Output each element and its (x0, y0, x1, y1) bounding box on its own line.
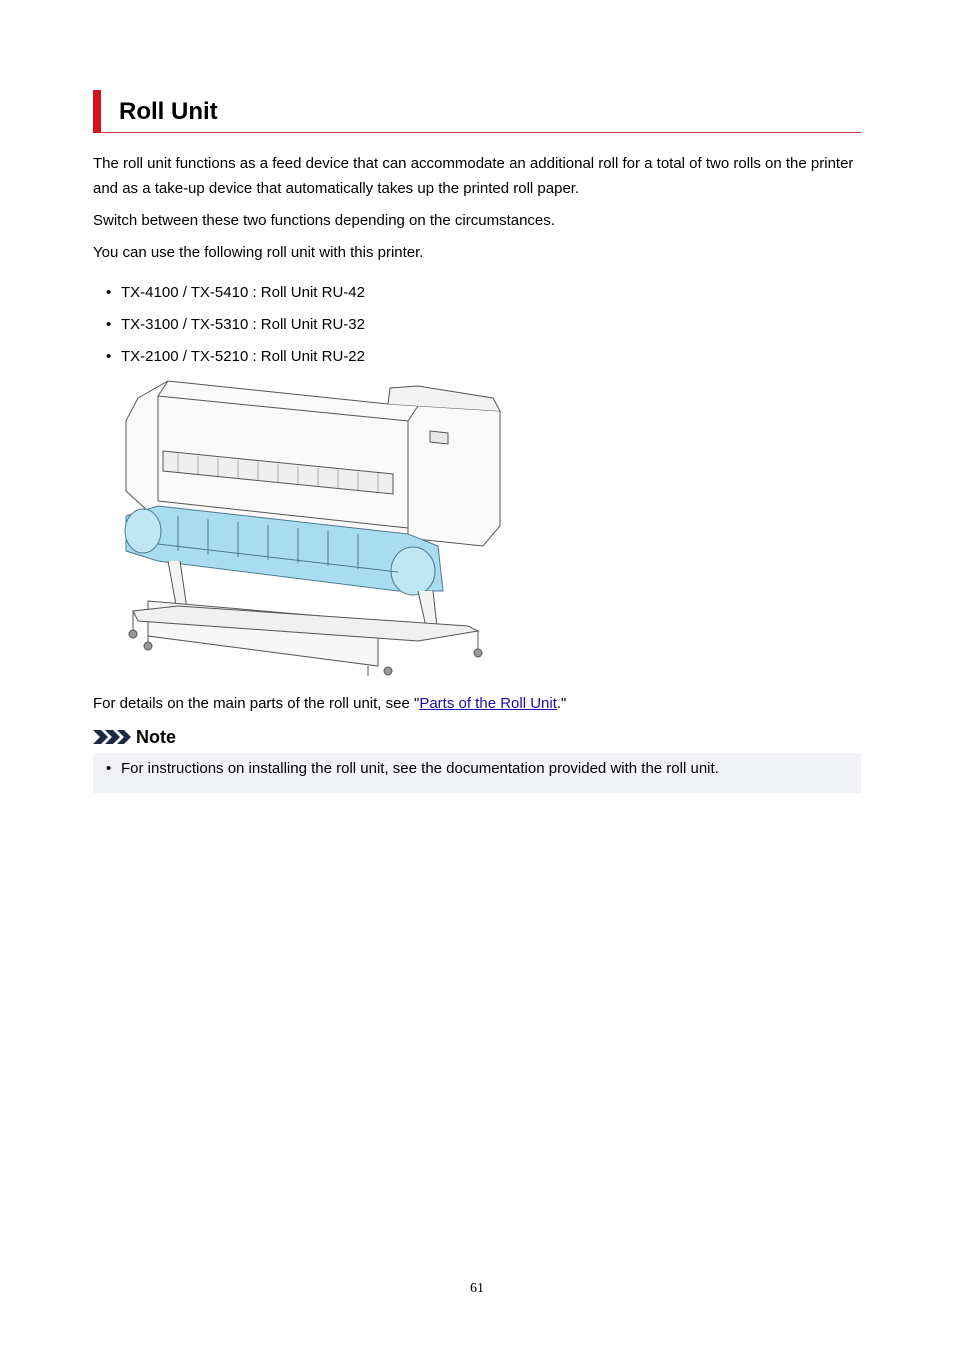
list-item (106, 280, 365, 312)
bullet-icon: • (106, 284, 112, 301)
note-box (93, 753, 861, 793)
note-chevrons-icon (93, 725, 131, 749)
list-item-text: TX-3100 / TX-5310 : Roll Unit RU-32 (121, 316, 365, 333)
intro-paragraph: The roll unit functions as a feed device that can accommodate an additional roll for a total of two rolls on the printer and as a take-up device that automatically takes up the printed roll paper. (93, 155, 854, 197)
note-title: Note (136, 727, 176, 747)
model-list (106, 280, 365, 376)
section-heading (93, 90, 861, 133)
details-suffix: ." (556, 695, 567, 712)
details-paragraph (93, 691, 861, 716)
usage-paragraph: You can use the following roll unit with this printer. (93, 244, 424, 261)
switch-paragraph: Switch between these two functions depending on the circumstances. (93, 212, 555, 229)
page-number: 61 (470, 1281, 484, 1296)
list-item (106, 344, 365, 376)
roll-unit-illustration (118, 376, 504, 681)
list-item (106, 312, 365, 344)
list-item (106, 756, 719, 781)
note-item-text: For instructions on installing the roll unit, see the documentation provided with the roll unit. (121, 760, 719, 777)
list-item-text: TX-4100 / TX-5410 : Roll Unit RU-42 (121, 284, 365, 301)
bullet-icon: • (106, 760, 112, 777)
bullet-icon: • (106, 348, 112, 365)
bullet-icon: • (106, 316, 112, 333)
parts-of-roll-unit-link[interactable]: Parts of the Roll Unit (419, 695, 557, 712)
details-prefix: For details on the main parts of the roll unit, see " (93, 695, 420, 712)
heading-accent-bar (93, 90, 101, 133)
page-title: Roll Unit (119, 98, 218, 125)
list-item-text: TX-2100 / TX-5210 : Roll Unit RU-22 (121, 348, 365, 365)
